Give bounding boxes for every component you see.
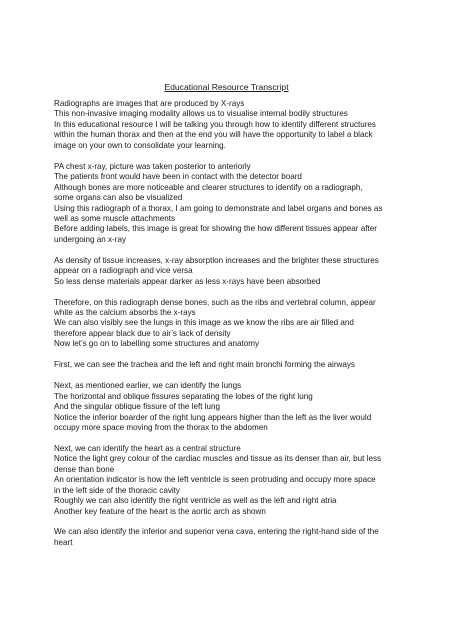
text-line: We can also visibly see the lungs in this image as we know the ribs are air filled and	[54, 318, 354, 328]
text-line: The horizontal and oblique fissures separating the lobes of the right lung	[54, 391, 313, 401]
text-line: In this educational resource I will be talking you through how to identify different structures	[54, 119, 376, 129]
text-line: Notice the inferior boarder of the right lung appears higher than the left as the liver would	[54, 412, 372, 422]
text-line: within the human thorax and then at the end you will have the opportunity to label a black	[54, 130, 373, 140]
text-line: white as the calcium absorbs the x-rays	[54, 308, 196, 318]
text-line: Notice the light grey colour of the cardiac muscles and tissue as its denser than air, but less	[54, 454, 382, 464]
text-line: And the singular oblique fissure of the left lung	[54, 402, 221, 412]
text-line: Using this radiograph of a thorax, I am going to demonstrate and label organs and bones as	[54, 203, 383, 213]
document-body	[54, 99, 404, 559]
text-line: So less dense materials appear darker as less x-rays have been absorbed	[54, 276, 321, 286]
text-line: An orientation indicator is how the left ventricle is seen protruding and occupy more space	[54, 475, 376, 485]
text-line: Another key feature of the heart is the aortic arch as shown	[54, 506, 266, 516]
document-title: Educational Resource Transcript	[164, 82, 289, 92]
text-line: occupy more space moving from the thorax to the abdomen	[54, 422, 268, 432]
text-line: As density of tissue increases, x-ray absorption increases and the brighter these structures	[54, 255, 379, 265]
text-line: well as some muscle attachments	[54, 213, 176, 223]
text-line: Next, as mentioned earlier, we can identify the lungs	[54, 381, 242, 391]
paragraph	[54, 381, 404, 433]
text-line: some organs can also be visualized	[54, 193, 183, 203]
text-line: Before adding labels, this image is great for showing the how different tissues appear after	[54, 224, 377, 234]
text-line: First, we can see the trachea and the left and right main bronchi forming the airways	[54, 360, 355, 370]
text-line: Although bones are more noticeable and clearer structures to identify on a radiograph,	[54, 182, 363, 192]
text-line: The patients front would have been in contact with the detector board	[54, 172, 302, 182]
text-line: We can also identify the inferior and superior vena cava, entering the right-hand side of the	[54, 527, 379, 537]
paragraph	[54, 444, 404, 517]
paragraph	[54, 256, 404, 287]
text-line: Radiographs are images that are produced by X-rays	[54, 99, 245, 108]
text-line: appear on a radiograph and vice versa	[54, 266, 193, 276]
text-line: dense than bone	[54, 464, 115, 474]
text-line: heart	[54, 537, 73, 547]
text-line: This non-invasive imaging modality allows us to visualise internal bodily structures	[54, 109, 348, 119]
paragraph	[54, 99, 404, 151]
text-line: therefore appear black due to air’s lack of density	[54, 328, 231, 338]
text-line: Now let’s go on to labelling some structures and anatomy	[54, 339, 260, 349]
text-line: image on your own to consolidate your learning.	[54, 140, 226, 150]
text-line: undergoing an x-ray	[54, 234, 126, 244]
text-line: Next, we can identify the heart as a central structure	[54, 443, 241, 453]
text-line: Roughly we can also identify the right ventricle as well as the left and right atria	[54, 496, 337, 506]
paragraph	[54, 527, 404, 548]
text-line: PA chest x-ray, picture was taken posterior to anteriorly	[54, 161, 251, 171]
paragraph	[54, 162, 404, 246]
paragraph	[54, 360, 404, 370]
paragraph	[54, 298, 404, 350]
text-line: Therefore, on this radiograph dense bones, such as the ribs and vertebral column, appear	[54, 297, 376, 307]
text-line: in the left side of the thoracic cavity	[54, 485, 180, 495]
